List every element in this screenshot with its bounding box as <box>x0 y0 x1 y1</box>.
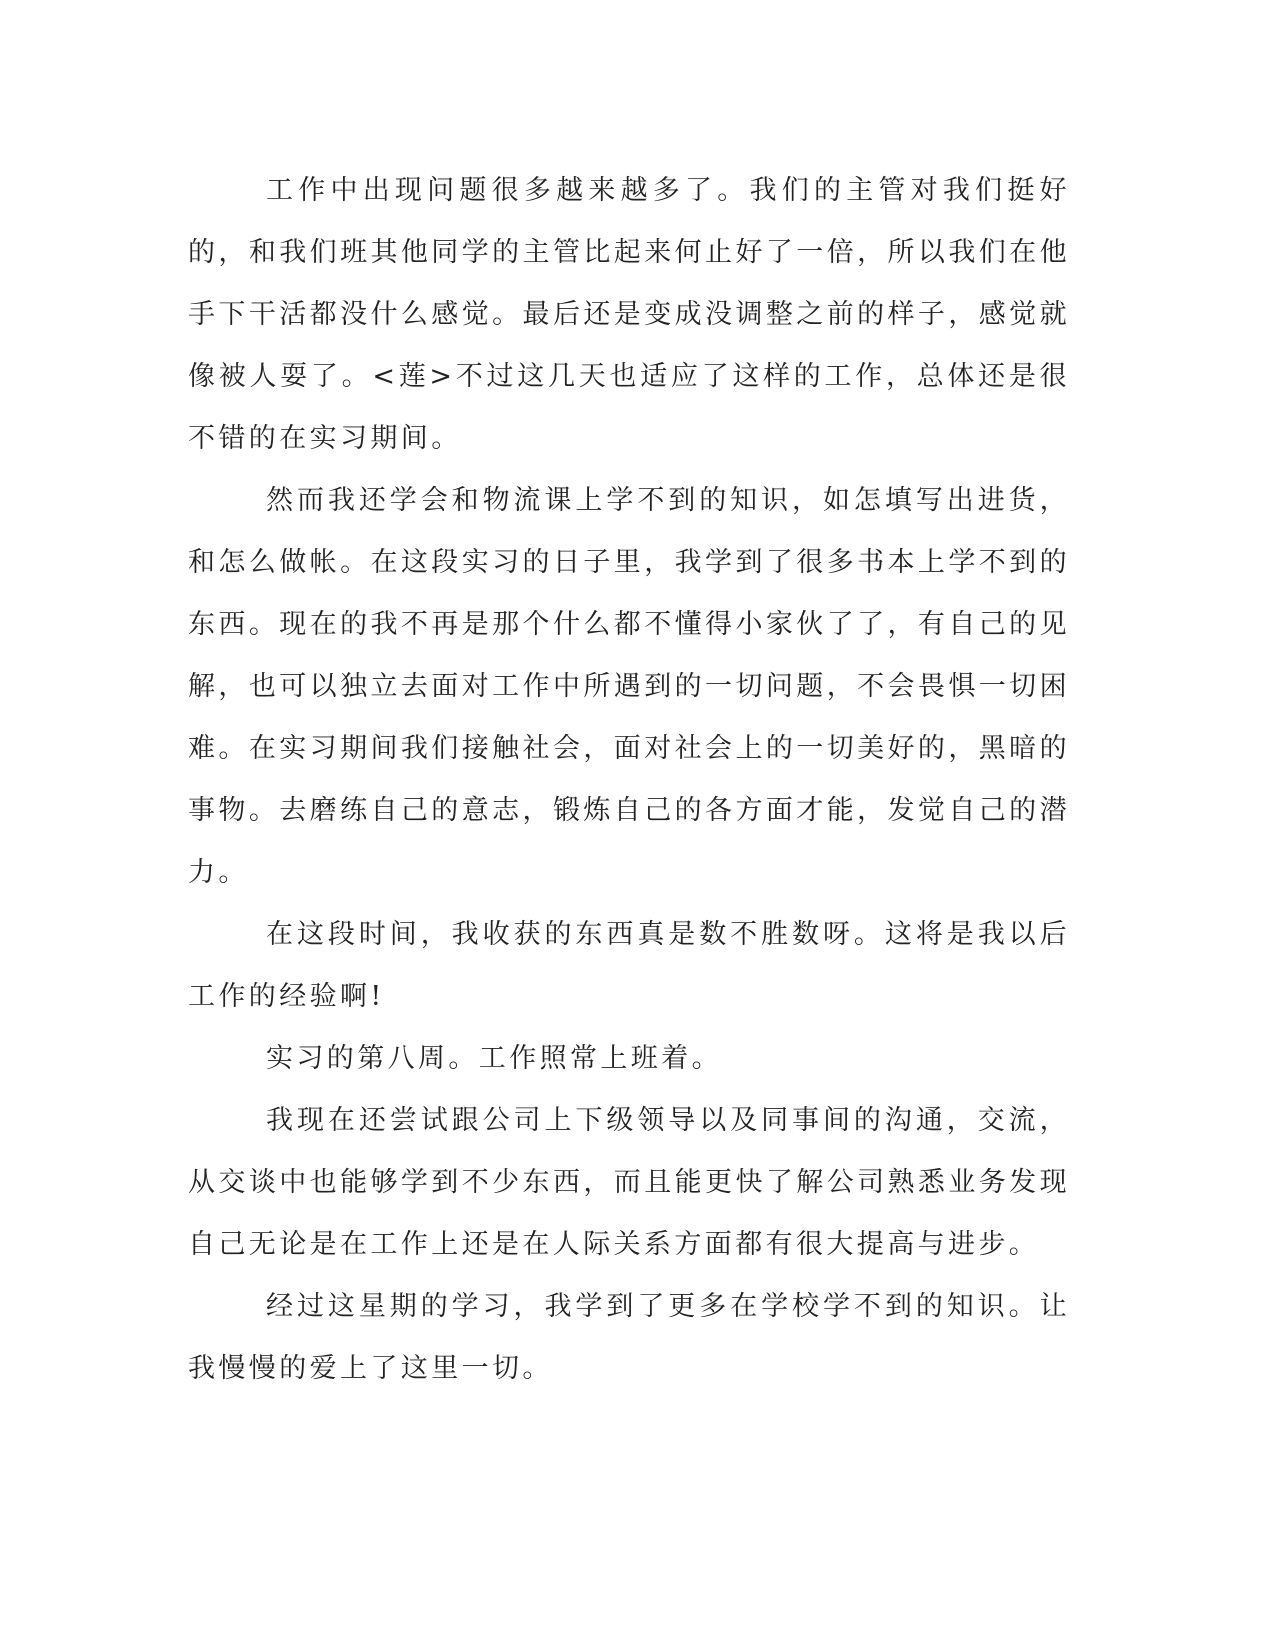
paragraph-gains: 在这段时间，我收获的东西真是数不胜数呀。这将是我以后工作的经验啊! <box>188 919 1070 1012</box>
document-body <box>188 160 1070 1400</box>
paragraph-week-eight: 实习的第八周。工作照常上班着。 <box>266 1043 722 1074</box>
paragraph-problems-at-work: 工作中出现问题很多越来越多了。我们的主管对我们挺好的，和我们班其他同学的主管比起来何止好了一倍，所以我们在他手下干活都没什么感觉。最后还是变成没调整之前的样子，感觉就像被人耍了。<莲>不过这几天也适应了这样的工作，总体还是很不错的在实习期间。 <box>188 175 1070 454</box>
paragraph-communication: 我现在还尝试跟公司上下级领导以及同事间的沟通，交流，从交谈中也能够学到不少东西，而且能更快了解公司熟悉业务发现自己无论是在工作上还是在人际关系方面都有很大提高与进步。 <box>188 1105 1070 1260</box>
paragraph-learned-knowledge: 然而我还学会和物流课上学不到的知识，如怎填写出进货，和怎么做帐。在这段实习的日子里，我学到了很多书本上学不到的东西。现在的我不再是那个什么都不懂得小家伙了了，有自己的见解，也可以独立去面对工作中所遇到的一切问题，不会畏惧一切困难。在实习期间我们接触社会，面对社会上的一切美好的，黑暗的事物。去磨练自己的意志，锻炼自己的各方面才能，发觉自己的潜力。 <box>188 485 1070 888</box>
paragraph-conclusion: 经过这星期的学习，我学到了更多在学校学不到的知识。让我慢慢的爱上了这里一切。 <box>188 1291 1070 1384</box>
